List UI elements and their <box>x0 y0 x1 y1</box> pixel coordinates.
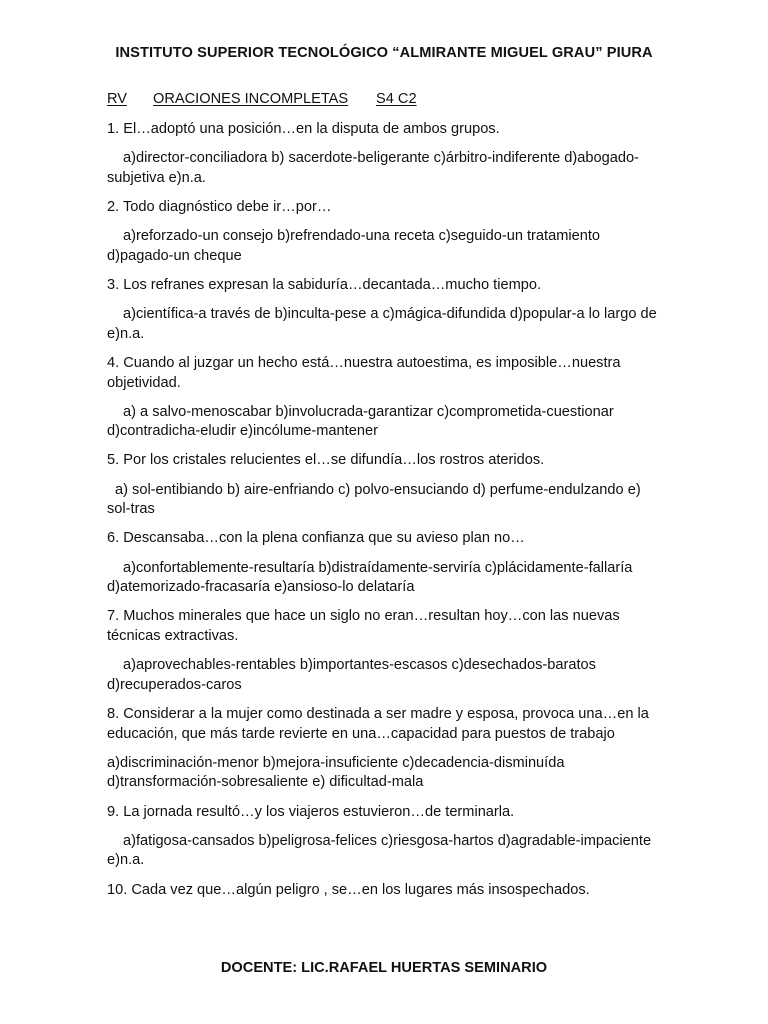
options-1: a)director-conciliadora b) sacerdote-beligerante c)árbitro-indiferente d)abogado-subjetiva e)n.a. <box>107 150 639 186</box>
options-2: a)reforzado-un consejo b)refrendado-una receta c)seguido-un tratamiento d)pagado-un cheque <box>107 228 601 264</box>
options-9: a)fatigosa-cansados b)peligrosa-felices c)riesgosa-hartos d)agradable-impaciente e)n.a. <box>107 832 652 869</box>
question-8: 8. Considerar a la mujer como destinada a ser madre y esposa, provoca una…en la educación, que más tarde revierte en una…capacidad para puestos de trabajo <box>107 705 649 742</box>
question-9: 9. La jornada resultó…y los viajeros estuvieron…de terminarla. <box>107 803 515 820</box>
question-1: 1. El…adoptó una posición…en la disputa de ambos grupos. <box>107 121 500 137</box>
question-6: 6. Descansaba…con la plena confianza que su avieso plan no… <box>107 530 525 547</box>
question-3: 3. Los refranes expresan la sabiduría…decantada…mucho tiempo. <box>107 276 542 293</box>
question-4: 4. Cuando al juzgar un hecho está…nuestra autoestima, es imposible…nuestra objetividad. <box>107 354 621 391</box>
question-7: 7. Muchos minerales que hace un siglo no eran…resultan hoy…con las nuevas técnicas extractivas. <box>107 608 620 644</box>
question-2: 2. Todo diagnóstico debe ir…por… <box>107 198 332 215</box>
course-label: RV <box>107 91 128 107</box>
options-7: a)aprovechables-rentables b)importantes-escasos c)desechados-baratos d)recuperados-caros <box>107 657 596 693</box>
topic-label: ORACIONES INCOMPLETAS <box>153 91 349 107</box>
options-4: a) a salvo-menoscabar b)involucrada-garantizar c)comprometida-cuestionar d)contradicha-eludir e)incólume-mantener <box>107 403 614 440</box>
question-5: 5. Por los cristales relucientes el…se difundía…los rostros ateridos. <box>107 452 545 469</box>
questions-list <box>107 120 662 910</box>
question-10: 10. Cada vez que…algún peligro , se…en los lugares más insospechados. <box>107 881 590 898</box>
institution-title: INSTITUTO SUPERIOR TECNOLÓGICO “ALMIRANTE MIGUEL GRAU” PIURA <box>115 45 653 61</box>
options-6: a)confortablemente-resultaría b)distraídamente-serviría c)plácidamente-fallaría d)atemorizado-fracasaría e)ansioso-lo delataría <box>107 559 633 596</box>
teacher-footer: DOCENTE: LIC.RAFAEL HUERTAS SEMINARIO <box>220 960 548 976</box>
options-3: a)científica-a través de b)inculta-pese a c)mágica-difundida d)popular-a lo largo de e)n.a. <box>107 306 657 342</box>
session-code: S4 C2 <box>376 91 417 107</box>
options-8: a)discriminación-menor b)mejora-insuficiente c)decadencia-disminuída d)transformación-sobresaliente e) dificultad-mala <box>107 754 565 791</box>
options-5: a) sol-entibiando b) aire-enfriando c) polvo-ensuciando d) perfume-endulzando e) sol-tras <box>107 481 641 518</box>
worksheet-header <box>107 91 667 111</box>
